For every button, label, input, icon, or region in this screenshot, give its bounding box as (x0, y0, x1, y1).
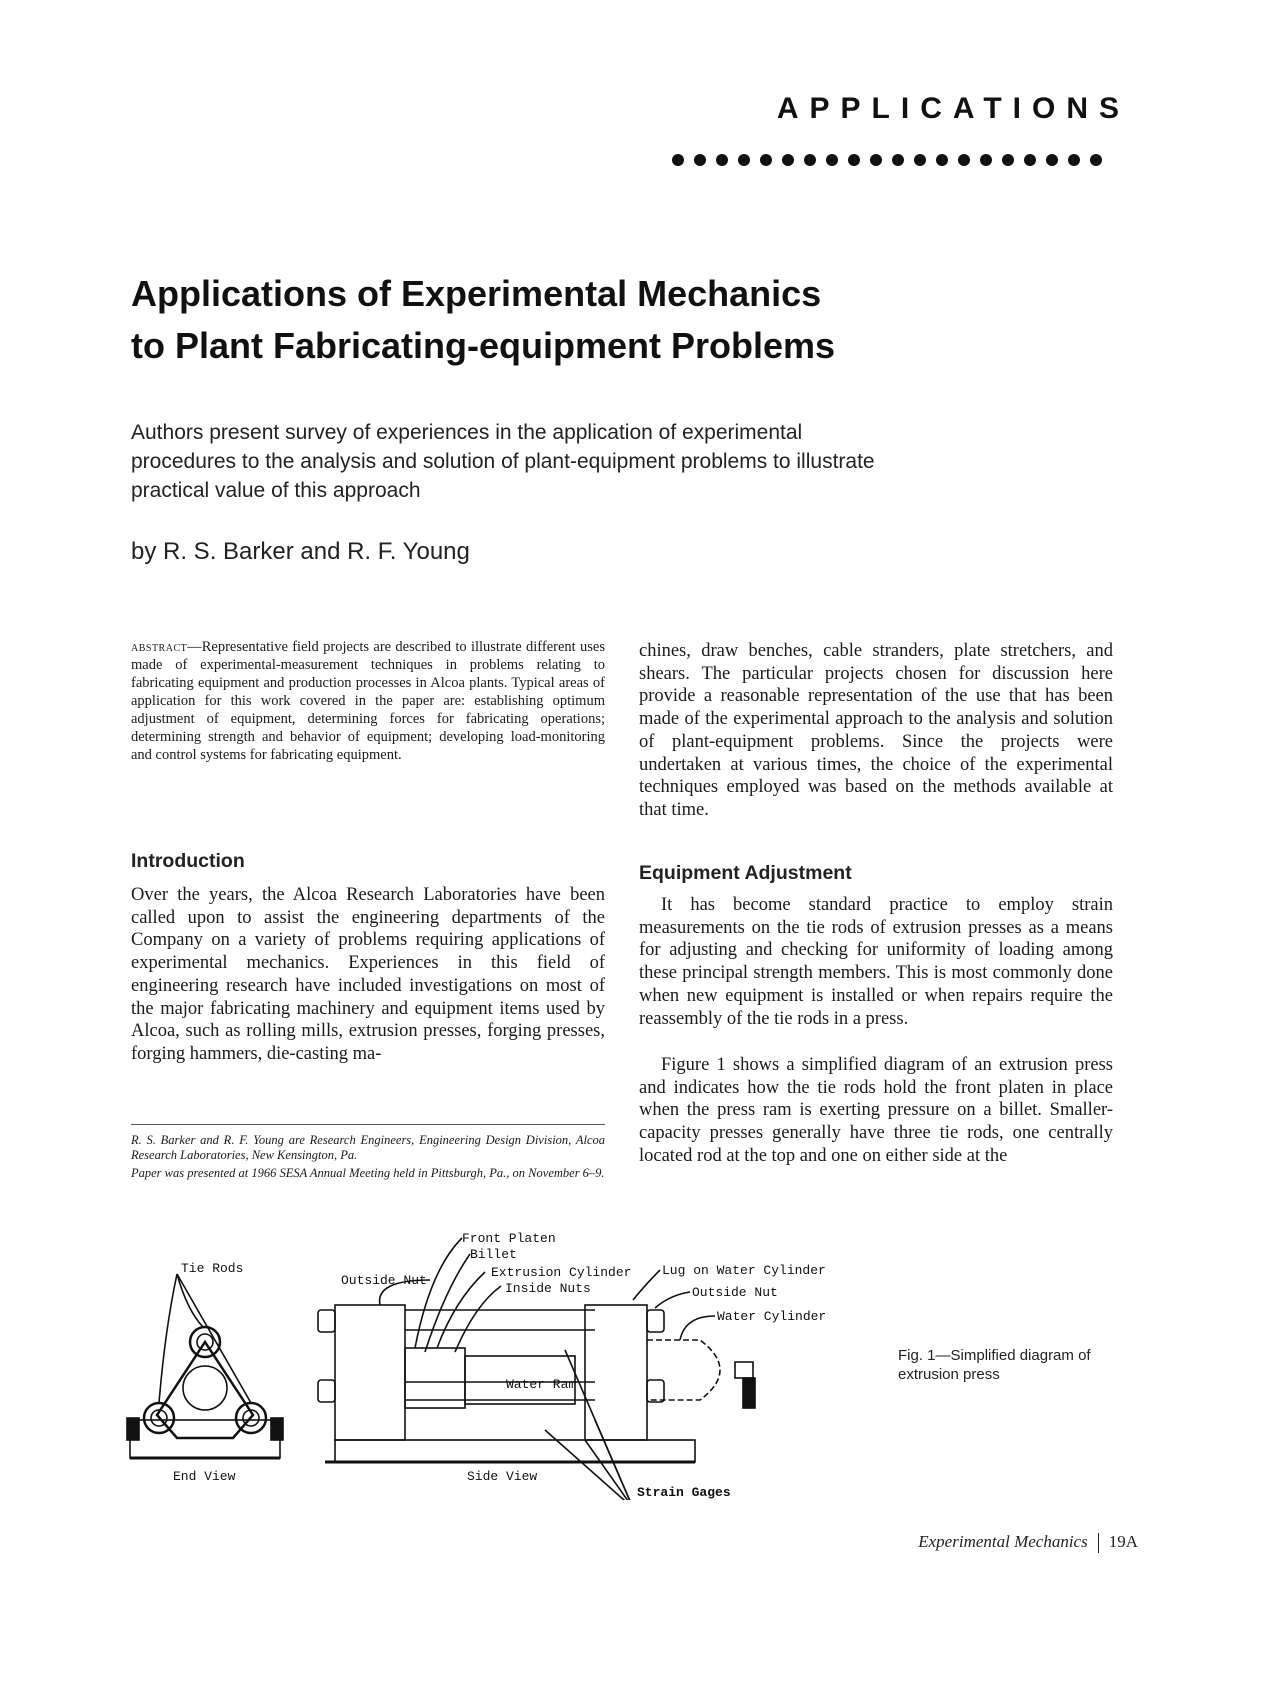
figure-1-diagram (125, 1230, 885, 1500)
label-lug-on-water-cylinder: Lug on Water Cylinder (662, 1263, 826, 1278)
right-column-paragraph-1: chines, draw benches, cable stranders, plate stretchers, and shears. The particular projects chosen for discussion here provide a reasonable representation of the use that has been made of the experimental approach to the analysis and solution of plant-equipment problems. Since the projects were undertaken at various times, the choice of the experimental techniques employed was based on the methods available at that time. (639, 641, 1113, 820)
side-view-drawing (318, 1231, 826, 1500)
section-label: APPLICATIONS (776, 92, 1130, 125)
equipment-paragraph-2: Figure 1 shows a simplified diagram of an extrusion press and indicates how the tie rods hold the front platen in place when the press ram is exerting pressure on a billet. Smaller-capacity presses generally have three tie rods, one centrally located rod at the top and one on either side at the (639, 1055, 1113, 1166)
intro-paragraph: Over the years, the Alcoa Research Laboratories have been called upon to assist the engineering departments of the Company on a variety of problems requiring applications of experimental mechanics. Experiences in this field of engineering research have included investigations on most of the major fabricating machinery and equipment items used by Alcoa, such as rolling mills, extrusion presses, forging presses, forging hammers, die-casting ma- (131, 885, 605, 1064)
header-dot-rule (672, 154, 1102, 166)
footnote-presented: Paper was presented at 1966 SESA Annual Meeting held in Pittsburgh, Pa., on November 6–9. (131, 1166, 605, 1180)
page-footer (700, 1532, 1138, 1553)
end-view-drawing (127, 1261, 283, 1484)
abstract-lead: abstract (131, 639, 188, 655)
label-inside-nuts: Inside Nuts (505, 1281, 591, 1296)
article-subtitle: Authors present survey of experiences in the application of experimental procedures to the analysis and solution of plant-equipment problems to illustrate practical value of this approach (131, 421, 875, 502)
abstract-text: —Representative field projects are described to illustrate different uses made of experimental-measurement techniques in problems relating to fabricating equipment and production processes in Alcoa plants. Typical areas of application for this work covered in the paper are: establishing optimum adjustment of equipment, determining forces for fabricating operations; determining strength and behavior of equipment; developing load-monitoring and control systems for fabricating equipment. (131, 639, 605, 763)
footer-separator (1098, 1533, 1099, 1553)
article-title (131, 268, 1131, 372)
byline: by R. S. Barker and R. F. Young (131, 538, 470, 565)
label-water-cylinder: Water Cylinder (717, 1309, 827, 1324)
equipment-adjustment-heading: Equipment Adjustment (639, 862, 852, 884)
label-outside-nut-left: Outside Nut (341, 1273, 427, 1288)
abstract (131, 638, 605, 764)
footnote-authors: R. S. Barker and R. F. Young are Research Engineers, Engineering Design Division, Alcoa Research Laboratories, New Kensington, Pa. (131, 1133, 605, 1162)
label-outside-nut-right: Outside Nut (692, 1285, 778, 1300)
label-billet: Billet (470, 1247, 517, 1262)
equipment-paragraph-1: It has become standard practice to employ strain measurements on the tie rods of extrusion presses as a means for adjusting and checking for uniformity of loading among these principal strength members. This is most commonly done when new equipment is installed or when repairs require the reassembly of the tie rods in a press. (639, 895, 1113, 1029)
label-front-platen: Front Platen (462, 1231, 556, 1246)
title-line-2: to Plant Fabricating-equipment Problems (131, 325, 836, 366)
title-line-1: Applications of Experimental Mechanics (131, 273, 822, 314)
page-number: 19A (1108, 1532, 1138, 1551)
label-end-view: End View (173, 1469, 236, 1484)
journal-name: Experimental Mechanics (918, 1532, 1088, 1551)
label-tie-rods: Tie Rods (181, 1261, 244, 1276)
intro-heading: Introduction (131, 850, 245, 872)
label-strain-gages: Strain Gages (637, 1485, 731, 1500)
label-side-view: Side View (467, 1469, 538, 1484)
label-water-ram: Water Ram (506, 1377, 577, 1392)
footnotes (131, 1124, 605, 1184)
figure-1-caption: Fig. 1—Simplified diagram of extrusion press (898, 1347, 1091, 1383)
label-extrusion-cylinder: Extrusion Cylinder (491, 1265, 632, 1280)
